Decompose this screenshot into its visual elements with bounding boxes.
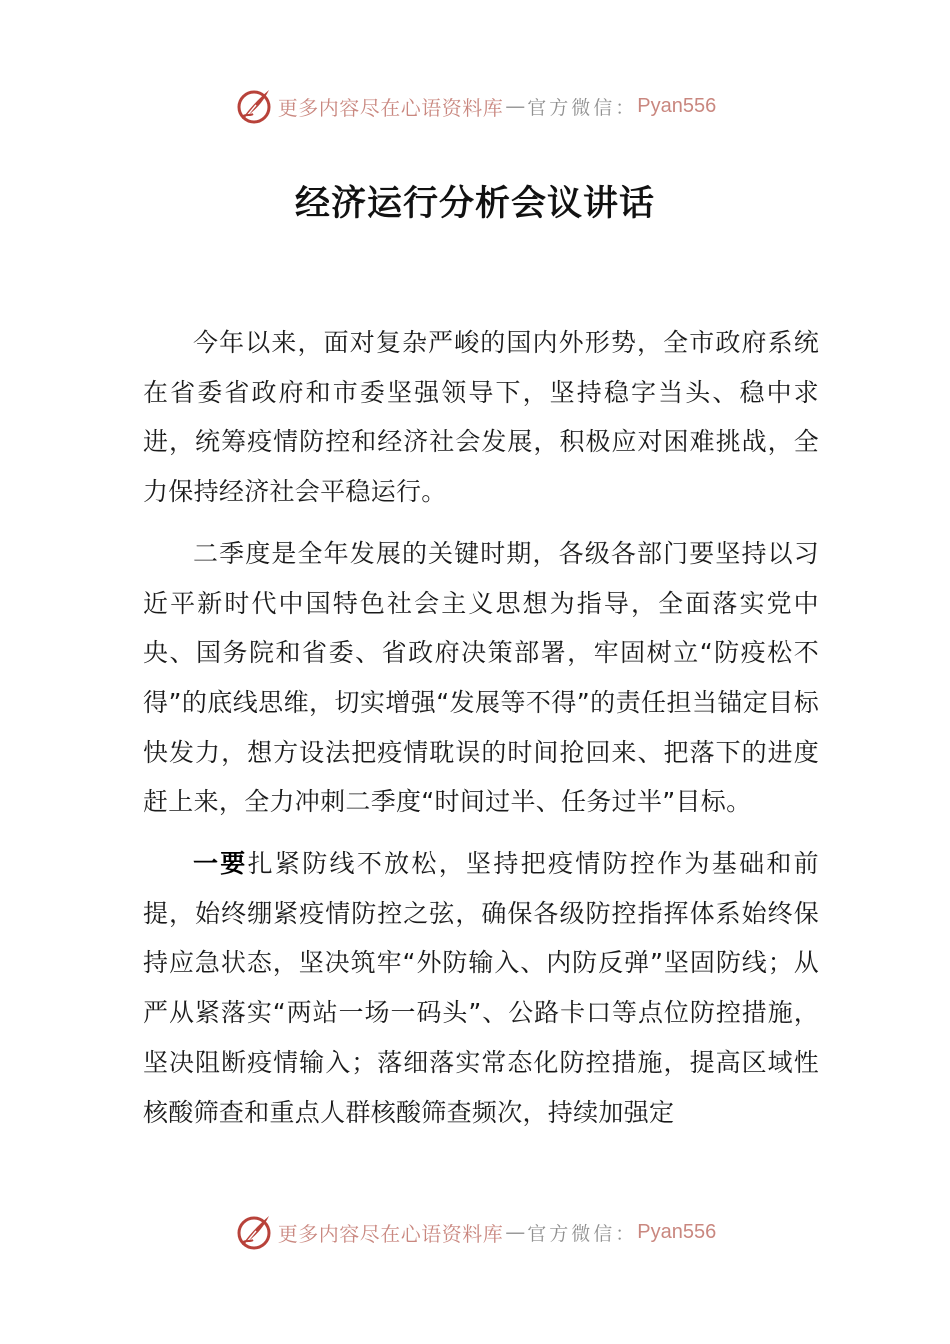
banner-separator: — — [505, 94, 526, 118]
quill-pen-logo-icon — [234, 1212, 274, 1252]
banner-wechat-id: Pyan556 — [637, 94, 717, 117]
banner-text: 更多内容尽在心语资料库 — [277, 1221, 504, 1246]
paragraph-text: 扎紧防线不放松，坚持把疫情防控作为基础和前提，始终绷紧疫情防控之弦，确保各级防控指挥体系始终保持应急状态，坚决筑牢“外防输入、内防反弹”坚固防线；从严从紧落实“两站一场一码头”、公路卡口等点位防控措施，坚决阻断疫情输入；落细落实常态化防控措施，提高区域性核酸筛查和重点人群核酸筛查频次，持续加强定 — [143, 849, 819, 1127]
banner-text: 更多内容尽在心语资料库 — [277, 95, 504, 120]
paragraph-lead: 一要 — [193, 849, 248, 879]
banner-wechat-label: 官方微信： — [527, 1222, 638, 1245]
banner-wechat-label: 官方微信： — [527, 96, 638, 119]
paragraph-3 — [143, 839, 819, 1137]
banner-wechat-id: Pyan556 — [637, 1220, 717, 1243]
document-body — [143, 318, 819, 1149]
paragraph-1 — [143, 318, 819, 517]
header-watermark-banner — [0, 84, 950, 128]
document-title: 经济运行分析会议讲话 — [294, 184, 655, 224]
paragraph-text: 二季度是全年发展的关键时期，各级各部门要坚持以习近平新时代中国特色社会主义思想为指导，全面落实党中央、国务院和省委、省政府决策部署，牢固树立“防疫松不得”的底线思维，切实增强“发展等不得”的责任担当锚定目标快发力，想方设法把疫情耽误的时间抢回来、把落下的进度赶上来，全力冲刺二季度“时间过半、任务过半”目标。 — [143, 538, 819, 817]
paragraph-text: 今年以来，面对复杂严峻的国内外形势，全市政府系统在省委省政府和市委坚强领导下，坚持稳字当头、稳中求进，统筹疫情防控和经济社会发展，积极应对困难挑战，全力保持经济社会平稳运行。 — [143, 328, 819, 507]
paragraph-2 — [143, 529, 819, 827]
banner-separator: — — [505, 1220, 526, 1244]
quill-pen-logo-icon — [234, 86, 274, 126]
footer-watermark-banner — [0, 1210, 950, 1254]
